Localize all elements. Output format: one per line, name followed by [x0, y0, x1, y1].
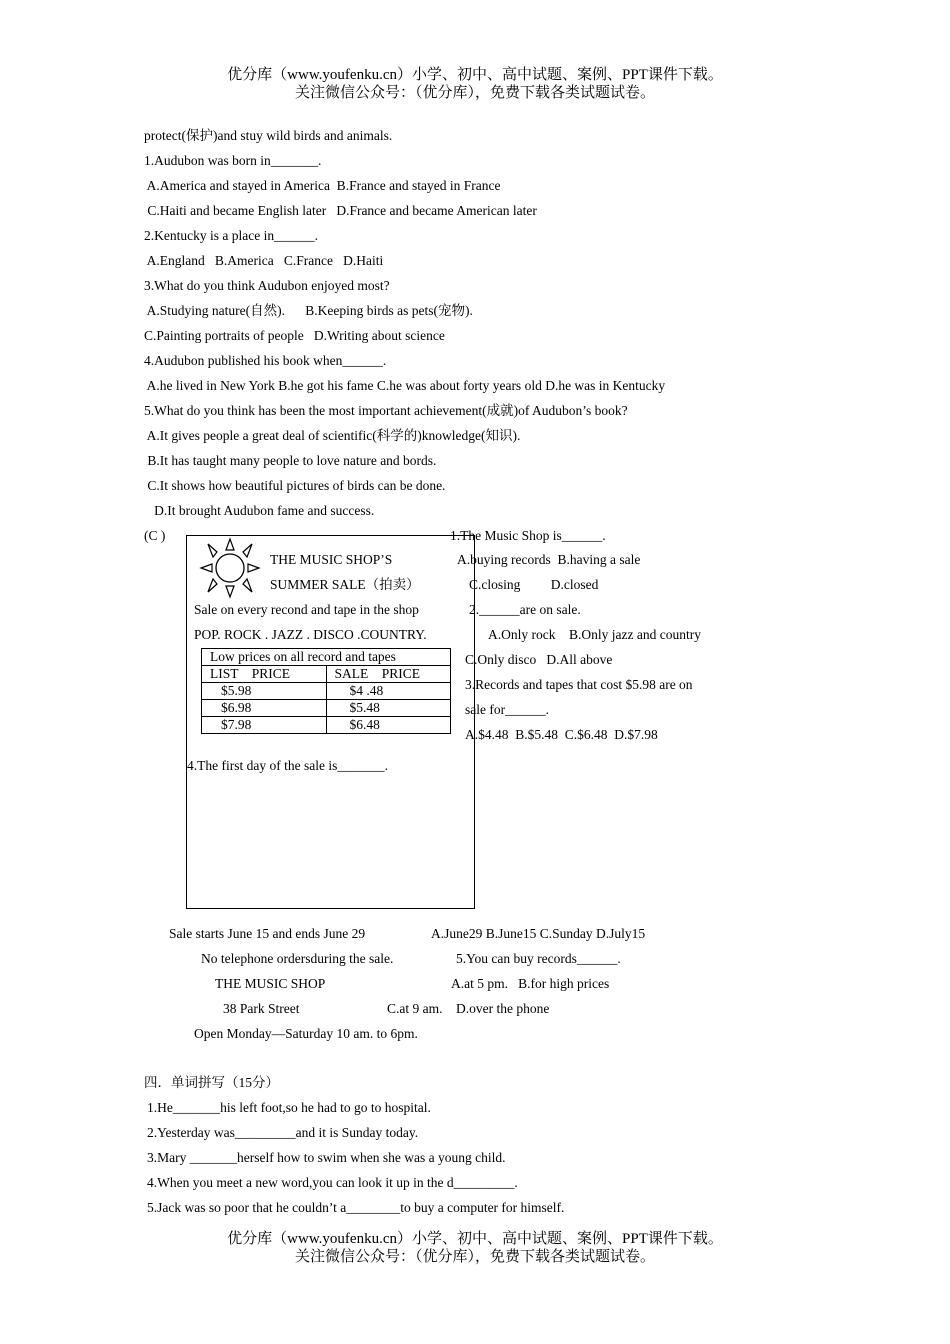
- passage-b-intro: protect(保护)and stuy wild birds and animals.: [144, 128, 393, 143]
- question-c4: 4.The first day of the sale is_______.: [187, 758, 388, 773]
- question-b3-options-cd: C.Painting portraits of people D.Writing about science: [144, 328, 445, 343]
- ad-address: 38 Park Street: [223, 1001, 300, 1016]
- question-c2-options-cd: C.Only disco D.All above: [465, 652, 613, 667]
- price-table-caption-row: [202, 649, 451, 666]
- question-b5-option-d: D.It brought Audubon fame and success.: [144, 503, 375, 518]
- spelling-q4: 4.When you meet a new word,you can look it up in the d_________.: [147, 1175, 518, 1190]
- question-c5-options-cd: C.at 9 am. D.over the phone: [387, 1001, 550, 1016]
- passage-c-label: (C ): [144, 528, 166, 543]
- question-c4-options: A.June29 B.June15 C.Sunday D.July15: [431, 926, 646, 941]
- sale-price-cell: $6.48: [326, 717, 451, 734]
- list-price-cell: $6.98: [202, 700, 327, 717]
- footer-line-2: 关注微信公众号：（优分库），免费下载各类试题试卷。: [294, 1249, 655, 1265]
- ad-line-1: Sale on every recond and tape in the shop: [194, 602, 419, 617]
- spelling-q1: 1.He_______his left foot,so he had to go to hospital.: [147, 1100, 431, 1115]
- question-b5-option-a: A.It gives people a great deal of scientific(科学的)knowledge(知识).: [144, 428, 521, 443]
- question-c5: 5.You can buy records______.: [456, 951, 621, 966]
- table-row: [202, 683, 451, 700]
- sale-price-cell: $4 .48: [326, 683, 451, 700]
- question-b4-options: A.he lived in New York B.he got his fame C.he was about forty years old D.he was in Kentucky: [144, 378, 666, 393]
- question-b2: 2.Kentucky is a place in______.: [144, 228, 318, 243]
- price-table-header-sale: SALE PRICE: [326, 666, 451, 683]
- sale-price-cell: $5.48: [326, 700, 451, 717]
- ad-title-line-2: SUMMER SALE（拍卖）: [270, 577, 420, 592]
- header-line-1: 优分库（www.youfenku.cn）小学、初中、高中试题、案例、PPT课件下载。: [227, 67, 723, 83]
- question-b5: 5.What do you think has been the most important achievement(成就)of Audubon’s book?: [144, 403, 628, 418]
- price-table: [201, 648, 451, 734]
- spelling-q2: 2.Yesterday was_________and it is Sunday today.: [147, 1125, 419, 1140]
- question-c2: 2.______are on sale.: [469, 602, 581, 617]
- ad-hours: Open Monday—Saturday 10 am. to 6pm.: [194, 1026, 418, 1041]
- table-row: [202, 700, 451, 717]
- section-4-heading: 四．单词拼写（15分）: [144, 1075, 279, 1090]
- ad-line-2: POP. ROCK . JAZZ . DISCO .COUNTRY.: [194, 627, 427, 642]
- question-b1-options-cd: C.Haiti and became English later D.France and became American later: [144, 203, 537, 218]
- ad-title-line-1: THE MUSIC SHOP’S: [270, 552, 393, 567]
- question-c3-line-1: 3.Records and tapes that cost $5.98 are on: [465, 677, 693, 692]
- spelling-q5: 5.Jack was so poor that he couldn’t a________to buy a computer for himself.: [147, 1200, 565, 1215]
- question-c3-options: A.$4.48 B.$5.48 C.$6.48 D.$7.98: [465, 727, 658, 742]
- question-c1-options-ab: A.buying records B.having a sale: [457, 552, 641, 567]
- list-price-cell: $5.98: [202, 683, 327, 700]
- question-c1: 1.The Music Shop is______.: [450, 528, 606, 543]
- footer-line-1: 优分库（www.youfenku.cn）小学、初中、高中试题、案例、PPT课件下载。: [227, 1231, 723, 1247]
- sun-icon: [199, 535, 261, 601]
- question-c5-options-ab: A.at 5 pm. B.for high prices: [451, 976, 610, 991]
- ad-no-phone: No telephone ordersduring the sale.: [201, 951, 394, 966]
- ad-shop-name: THE MUSIC SHOP: [215, 976, 326, 991]
- question-c1-options-cd: C.closing D.closed: [469, 577, 599, 592]
- header-line-2: 关注微信公众号：（优分库），免费下载各类试题试卷。: [294, 85, 655, 101]
- question-b5-option-b: B.It has taught many people to love nature and bords.: [144, 453, 437, 468]
- price-table-caption: Low prices on all record and tapes: [202, 649, 451, 666]
- question-b3-options-ab: A.Studying nature(自然). B.Keeping birds as pets(宠物).: [144, 303, 473, 318]
- price-table-header-list: LIST PRICE: [202, 666, 327, 683]
- table-row: [202, 717, 451, 734]
- question-c2-options-ab: A.Only rock B.Only jazz and country: [488, 627, 701, 642]
- question-c3-line-2: sale for______.: [465, 702, 549, 717]
- ad-sale-dates: Sale starts June 15 and ends June 29: [169, 926, 366, 941]
- list-price-cell: $7.98: [202, 717, 327, 734]
- question-b5-option-c: C.It shows how beautiful pictures of birds can be done.: [144, 478, 446, 493]
- question-b1: 1.Audubon was born in_______.: [144, 153, 322, 168]
- price-table-header-row: [202, 666, 451, 683]
- question-b4: 4.Audubon published his book when______.: [144, 353, 387, 368]
- spelling-q3: 3.Mary _______herself how to swim when she was a young child.: [147, 1150, 506, 1165]
- question-b3: 3.What do you think Audubon enjoyed most?: [144, 278, 390, 293]
- question-b1-options-ab: A.America and stayed in America B.France and stayed in France: [144, 178, 501, 193]
- question-b2-options: A.England B.America C.France D.Haiti: [144, 253, 384, 268]
